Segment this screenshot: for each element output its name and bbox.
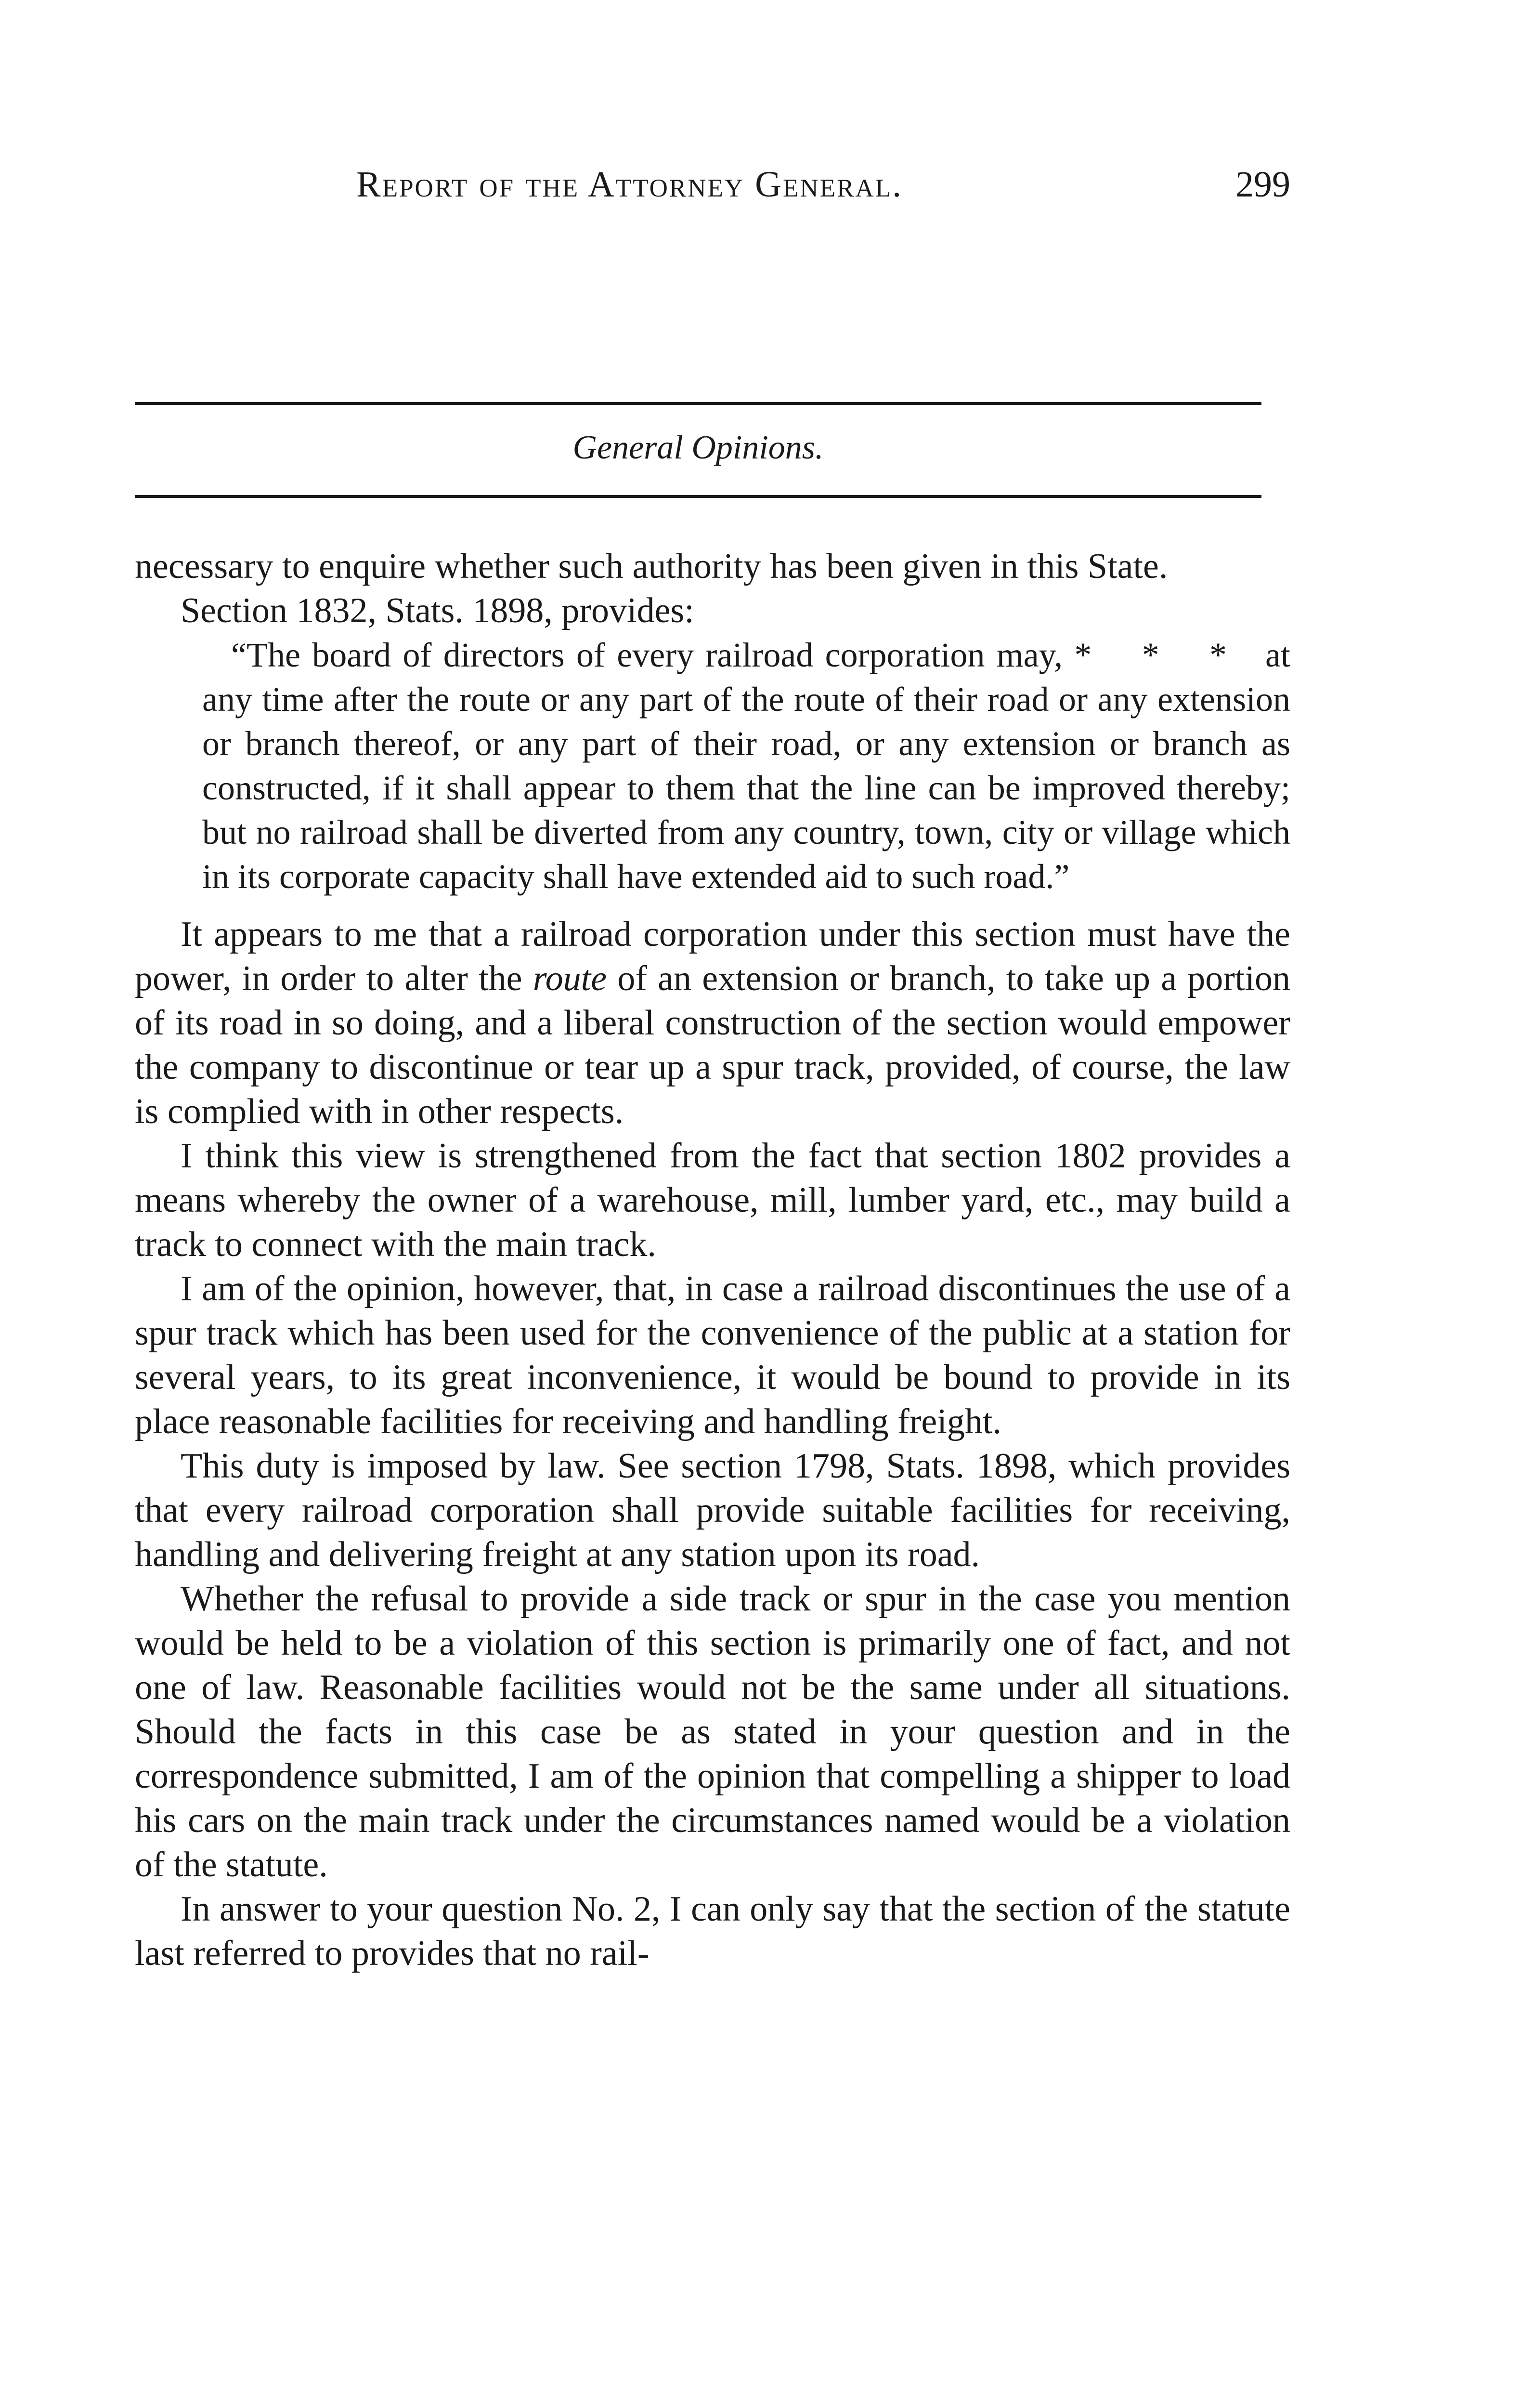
p3-before: It appears to me that a railroad corporation under this section must have the power, in order to alter the	[135, 915, 1290, 998]
header-rule-bottom	[135, 495, 1261, 498]
paragraph-question-2: In answer to your question No. 2, I can only say that the section of the statute last referred to provides that no rail-	[135, 1889, 1290, 1973]
paragraph-refusal-question: Whether the refusal to provide a side track or spur in the case you mention would be held to be a violation of this section is primarily one of fact, and not one of law. Reasonable facilities would not be the same under all situations. Should the facts in this case be as stated in your question and in the correspondence submitted, I am of the opinion that compelling a shipper to load his cars on the main track under the circumstances named would be a violation of the statute.	[135, 1579, 1290, 1885]
paragraph-opinion-spur-track: I am of the opinion, however, that, in case a railroad discontinues the use of a spur track which has been used for the convenience of the public at a station for several years, to its great inconvenience, it would be bound to provide in its place reasonable facilities for receiving and handling freight.	[135, 1269, 1290, 1441]
section-title: General Opinions.	[572, 429, 824, 466]
running-title: Report of the Attorney General.	[356, 164, 903, 205]
paragraph-route-power	[135, 912, 1290, 1134]
quote-opening	[202, 633, 1290, 899]
p3-emphasis: route	[533, 959, 607, 998]
paragraph-section-1802: I think this view is strengthened from the fact that section 1802 provides a means whereby the owner of a warehouse, mill, lumber yard, etc., may build a track to connect with the main track.	[135, 1136, 1290, 1264]
statute-quote	[202, 633, 1290, 899]
quote-rest: at any time after the route or any part of the route of their road or any extension or branch thereof, or any part of their road, or any extension or branch as constructed, if it shall appear to them that the line can be improved thereby; but no railroad shall be diverted from any country, town, city or village which in its corporate capacity shall have extended aid to such road.”	[202, 636, 1290, 896]
paragraph-duty-by-law: This duty is imposed by law. See section 1798, Stats. 1898, which provides that every railroad corporation shall provide suitable facilities for receiving, handling and delivering freight at any station upon its road.	[135, 1446, 1290, 1574]
quote-start: “The board of directors of every railroad corporation may,	[231, 636, 1063, 674]
running-head	[135, 144, 1290, 212]
p3-after: of an extension or branch, to take up a portion of its road in so doing, and a liberal construction of the section would empower the company to discontinue or tear up a spur track, provided, of course, the law is complied with in other respects.	[135, 959, 1290, 1131]
page-number: 299	[1235, 164, 1290, 205]
page	[135, 144, 1290, 1973]
body-text	[135, 544, 1290, 1976]
paragraph-continuation: necessary to enquire whether such authority has been given in this State.	[135, 547, 1168, 586]
header-rule-top	[135, 402, 1261, 405]
paragraph-section-citation: Section 1832, Stats. 1898, provides:	[181, 591, 694, 630]
quote-ellipsis-stars: * * *	[1074, 636, 1247, 674]
